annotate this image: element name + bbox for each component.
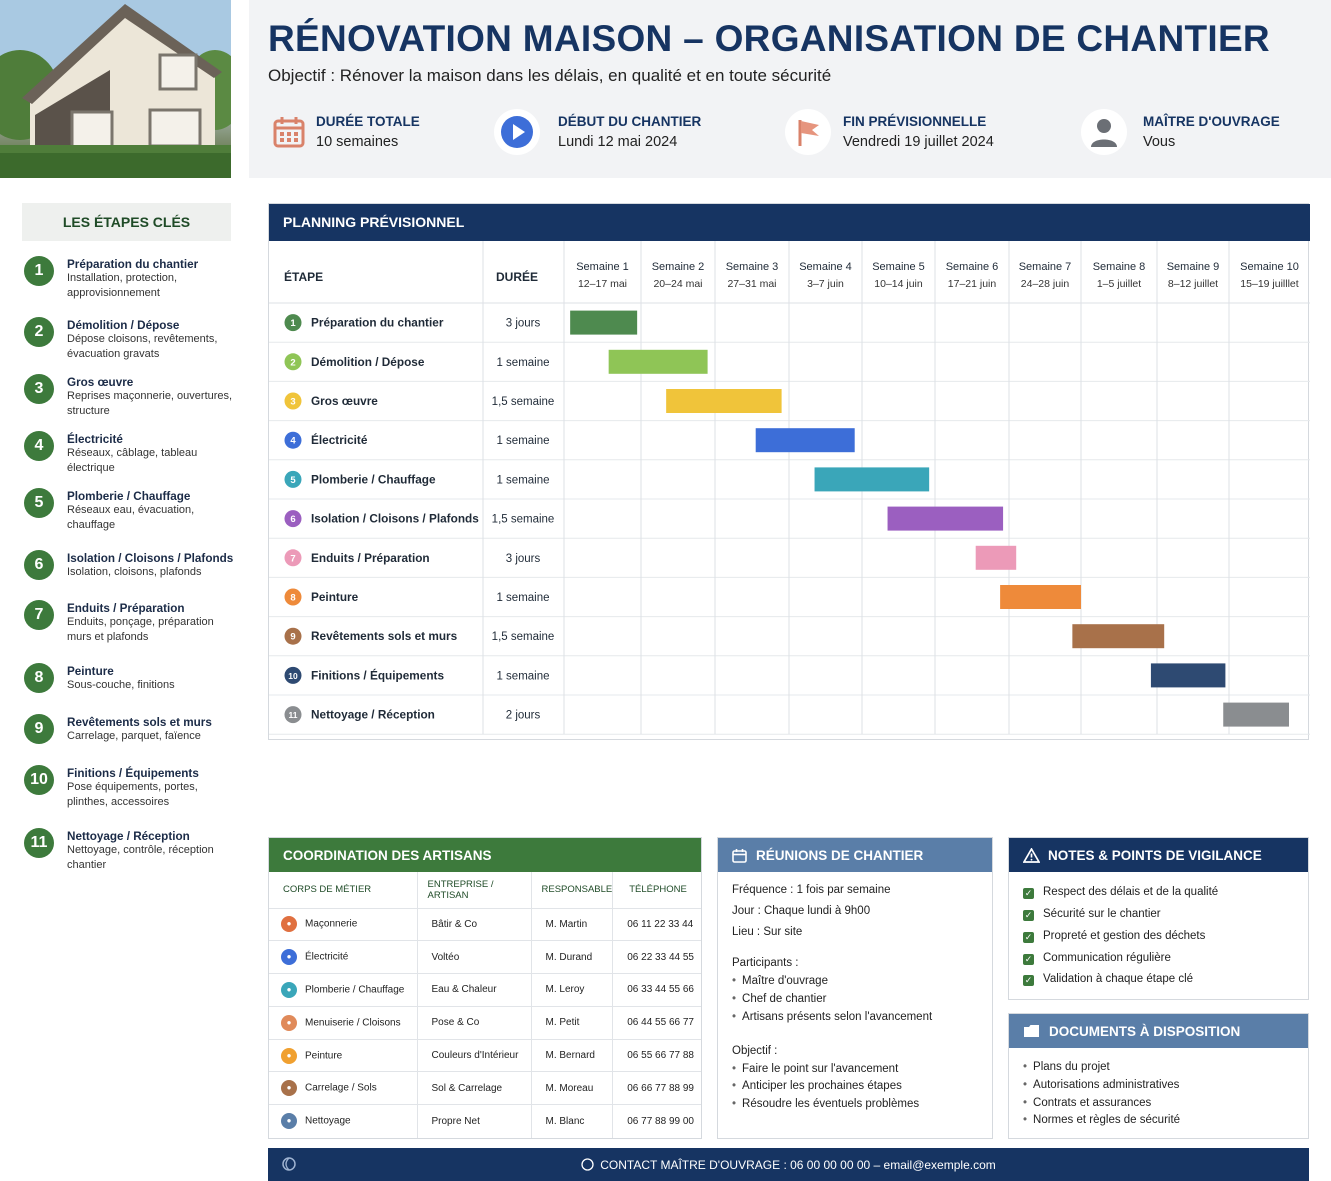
trade-icon: ● [281, 1048, 297, 1064]
folder-icon [1023, 1024, 1040, 1038]
key-step-item [24, 602, 236, 645]
step-title: Plomberie / Chauffage [67, 490, 191, 503]
table-row [269, 974, 701, 1007]
meeting-frequency: Fréquence : 1 fois par semaine [732, 884, 891, 896]
task-number: 3 [290, 396, 296, 408]
key-step-item [24, 490, 236, 533]
list-item: • Artisans présents selon l'avancement [732, 1009, 978, 1027]
note-item: ✓ Validation à chaque étape clé [1024, 973, 1194, 986]
info-start-date [494, 106, 701, 158]
step-title: Isolation / Cloisons / Plafonds [67, 552, 234, 565]
manager-cell: M. Durand [531, 941, 613, 974]
planning-panel [268, 203, 1309, 740]
week-dates: 17–21 juin [947, 278, 997, 290]
objective-label: Objectif : [732, 1044, 778, 1057]
table-row [269, 1072, 701, 1105]
week-header: Semaine 8 [1092, 261, 1146, 273]
task-name: Préparation du chantier [311, 315, 444, 330]
trade-cell: ● Électricité [269, 941, 417, 974]
task-number: 6 [290, 514, 296, 526]
manager-cell: M. Leroy [531, 974, 613, 1007]
documents-card [1008, 1013, 1309, 1139]
list-item: • Normes et règles de sécurité [1023, 1112, 1294, 1130]
step-title: Gros œuvre [67, 376, 134, 389]
phone-cell: 06 33 44 55 66 [613, 974, 701, 1007]
week-dates: 24–28 juin [1020, 278, 1070, 290]
company-cell: Voltéo [417, 941, 531, 974]
documents-title: DOCUMENTS À DISPOSITION [1049, 1023, 1241, 1039]
info-label: DÉBUT DU CHANTIER [558, 114, 702, 129]
task-number: 9 [290, 631, 296, 643]
notes-card [1008, 837, 1309, 1000]
phone-cell: 06 44 55 66 77 [613, 1006, 701, 1039]
task-duration: 2 jours [505, 709, 541, 722]
week-header: Semaine 4 [799, 261, 852, 273]
task-duration: 1,5 semaine [491, 513, 555, 526]
step-description: Isolation, cloisons, plafonds [67, 566, 202, 578]
step-description: Sous-couche, finitions [67, 679, 175, 691]
task-name: Électricité [311, 433, 368, 448]
key-step-item [24, 319, 236, 362]
house-photo [0, 0, 231, 178]
flag-icon [785, 109, 831, 155]
notes-title: NOTES & POINTS DE VIGILANCE [1048, 847, 1262, 863]
check-icon: ✓ [1024, 953, 1033, 964]
table-row [269, 908, 701, 941]
step-title: Finitions / Équipements [67, 767, 199, 780]
column-header: TÉLÉPHONE [629, 884, 687, 896]
step-title: Préparation du chantier [67, 258, 199, 271]
meetings-header [718, 838, 992, 872]
step-description: Pose équipements, portes, plinthes, accessoires [67, 781, 198, 808]
trade-icon: ● [281, 949, 297, 965]
gantt-bar [1000, 585, 1081, 609]
gantt-bar [815, 467, 930, 491]
trade-icon: ● [281, 1015, 297, 1031]
info-value: Vous [1143, 134, 1176, 150]
manager-cell: M. Petit [531, 1006, 613, 1039]
phone-cell: 06 11 22 33 44 [613, 908, 701, 941]
week-dates: 3–7 juin [807, 278, 844, 290]
week-header: Semaine 9 [1166, 261, 1220, 273]
week-dates: 12–17 mai [577, 278, 628, 290]
task-duration: 1 semaine [496, 670, 550, 683]
step-number-badge: 8 [24, 663, 54, 693]
trade-cell: ● Plomberie / Chauffage [269, 974, 417, 1007]
key-steps-title: LES ÉTAPES CLÉS [22, 203, 231, 241]
note-item: ✓ Sécurité sur le chantier [1024, 907, 1161, 920]
gantt-bar [1223, 703, 1289, 727]
trade-cell: ● Menuiserie / Cloisons [269, 1006, 417, 1039]
step-number-badge: 3 [24, 374, 54, 404]
calendar-icon [732, 848, 747, 863]
trade-icon: ● [281, 982, 297, 998]
company-cell: Propre Net [417, 1105, 531, 1138]
manager-cell: M. Moreau [531, 1072, 613, 1105]
gantt-bar [976, 546, 1017, 570]
column-header: ENTREPRISE / ARTISAN [417, 872, 531, 908]
task-duration: 3 jours [505, 552, 541, 565]
check-icon: ✓ [1024, 931, 1033, 942]
page-subtitle: Objectif : Rénover la maison dans les délais, en qualité et en toute sécurité [268, 66, 832, 85]
gantt-chart [269, 241, 1310, 740]
trade-icon: ● [281, 916, 297, 932]
step-number-badge: 1 [24, 256, 54, 286]
trade-icon: ● [281, 1113, 297, 1129]
task-duration: 1 semaine [496, 474, 550, 487]
gantt-bar [756, 428, 855, 452]
company-cell: Pose & Co [417, 1006, 531, 1039]
key-step-item [24, 376, 236, 419]
key-step-item [24, 767, 236, 810]
info-value: 10 semaines [316, 134, 399, 150]
task-name: Démolition / Dépose [311, 354, 425, 369]
list-item: • Plans du projet [1023, 1059, 1294, 1077]
step-description: Carrelage, parquet, faïence [67, 730, 201, 742]
list-item: • Anticiper les prochaines étapes [732, 1078, 978, 1096]
artisans-table [269, 872, 701, 1138]
participants-label: Participants : [732, 957, 799, 970]
notes-header [1009, 838, 1308, 872]
check-icon: ✓ [1024, 888, 1033, 898]
step-number-badge: 5 [24, 488, 54, 518]
key-step-item [24, 258, 236, 301]
gantt-bar [609, 350, 708, 374]
contact-text: CONTACT MAÎTRE D'OUVRAGE : 06 00 00 00 00 – email@exemple.com [600, 1157, 996, 1172]
task-name: Plomberie / Chauffage [311, 472, 436, 487]
note-item: ✓ Communication régulière [1024, 951, 1171, 964]
planning-title: PLANNING PRÉVISIONNEL [269, 204, 1310, 241]
gantt-bar [666, 389, 781, 413]
task-number: 5 [290, 474, 296, 486]
task-duration: 1,5 semaine [491, 631, 555, 644]
task-name: Finitions / Équipements [311, 668, 445, 683]
note-item: ✓ Respect des délais et de la qualité [1024, 886, 1219, 898]
info-owner [1081, 106, 1280, 158]
table-row [269, 1006, 701, 1039]
step-description: Installation, protection, approvisionnement [67, 272, 178, 299]
gantt-bar [570, 311, 637, 335]
company-cell: Eau & Chaleur [417, 974, 531, 1007]
company-cell: Sol & Carrelage [417, 1072, 531, 1105]
step-number-badge: 4 [24, 431, 54, 461]
trade-cell: ● Peinture [269, 1039, 417, 1072]
step-description: Reprises maçonnerie, ouvertures, structure [67, 390, 233, 417]
manager-cell: M. Martin [531, 908, 613, 941]
documents-header [1009, 1014, 1308, 1048]
list-item: • Résoudre les éventuels problèmes [732, 1096, 978, 1114]
task-name: Gros œuvre [311, 394, 378, 408]
objectives-list [732, 1061, 978, 1114]
task-duration: 3 jours [505, 317, 541, 330]
key-step-item [24, 665, 236, 693]
task-duration: 1 semaine [496, 592, 550, 604]
column-header-duration: DURÉE [496, 270, 539, 284]
step-title: Nettoyage / Réception [67, 830, 190, 843]
list-item: • Chef de chantier [732, 991, 978, 1009]
step-number-badge: 6 [24, 550, 54, 580]
task-name: Revêtements sols et murs [311, 629, 458, 644]
task-number: 1 [290, 318, 296, 330]
meeting-place: Lieu : Sur site [732, 925, 803, 938]
check-icon: ✓ [1024, 975, 1033, 986]
task-number: 11 [288, 710, 298, 721]
key-step-item [24, 830, 236, 873]
table-row [269, 1105, 701, 1138]
step-title: Enduits / Préparation [67, 602, 185, 615]
column-header: RESPONSABLE [531, 872, 613, 908]
week-dates: 15–19 juilllet [1240, 278, 1299, 290]
column-header: CORPS DE MÉTIER [269, 872, 417, 908]
step-description: Enduits, ponçage, préparation murs et plafonds [67, 616, 214, 643]
meetings-title: RÉUNIONS DE CHANTIER [756, 847, 924, 863]
task-name: Peinture [311, 590, 359, 604]
info-end-date [785, 106, 994, 158]
key-step-item [24, 716, 236, 744]
contact-icon [581, 1158, 594, 1171]
info-label: DURÉE TOTALE [316, 114, 420, 129]
task-duration: 1 semaine [496, 356, 550, 369]
step-title: Électricité [67, 433, 123, 446]
info-total-duration [268, 106, 420, 158]
step-description: Réseaux eau, évacuation, chauffage [67, 504, 195, 531]
week-header: Semaine 2 [651, 261, 705, 273]
week-header: Semaine 6 [945, 261, 999, 273]
table-row [269, 941, 701, 974]
week-header: Semaine 3 [725, 261, 779, 273]
page-title: RÉNOVATION MAISON – ORGANISATION DE CHANTIER [268, 18, 1270, 59]
table-row [269, 1039, 701, 1072]
week-dates: 8–12 juillet [1167, 278, 1219, 290]
meetings-card [717, 837, 993, 1139]
task-number: 7 [290, 553, 296, 565]
week-dates: 10–14 juin [874, 278, 923, 290]
globe-icon [282, 1157, 296, 1171]
company-cell: Bâtir & Co [417, 908, 531, 941]
task-name: Enduits / Préparation [311, 550, 430, 565]
key-step-item [24, 433, 236, 476]
list-item: • Contrats et assurances [1023, 1095, 1294, 1113]
step-description: Dépose cloisons, revêtements, évacuation gravats [67, 333, 218, 360]
list-item: • Maître d'ouvrage [732, 973, 978, 991]
step-description: Nettoyage, contrôle, réception chantier [67, 844, 214, 871]
info-label: MAÎTRE D'OUVRAGE [1143, 114, 1280, 129]
task-name: Nettoyage / Réception [311, 707, 435, 722]
artisans-title: COORDINATION DES ARTISANS [269, 838, 701, 872]
manager-cell: M. Bernard [531, 1039, 613, 1072]
task-duration: 1,5 semaine [491, 396, 555, 408]
step-title: Démolition / Dépose [67, 319, 180, 332]
week-header: Semaine 1 [576, 261, 629, 273]
week-header: Semaine 7 [1018, 261, 1072, 273]
participants-list [732, 973, 978, 1026]
play-icon [494, 109, 540, 155]
trade-cell: ● Nettoyage [269, 1105, 417, 1138]
key-step-item [24, 552, 236, 580]
step-number-badge: 7 [24, 600, 54, 630]
step-title: Revêtements sols et murs [67, 716, 212, 729]
week-header: Semaine 10 [1240, 261, 1299, 273]
gantt-bar [1151, 663, 1225, 687]
step-description: Réseaux, câblage, tableau électrique [67, 447, 198, 474]
trade-cell: ● Maçonnerie [269, 908, 417, 941]
info-value: Lundi 12 mai 2024 [558, 134, 678, 150]
week-dates: 1–5 juillet [1096, 278, 1142, 290]
note-item: ✓ Propreté et gestion des déchets [1024, 929, 1206, 942]
house-illustration [0, 0, 231, 178]
week-dates: 27–31 mai [727, 278, 777, 290]
meeting-day: Jour : Chaque lundi à 9h00 [732, 904, 871, 917]
list-item: • Autorisations administratives [1023, 1077, 1294, 1095]
trade-cell: ● Carrelage / Sols [269, 1072, 417, 1105]
task-duration: 1 semaine [496, 435, 550, 448]
step-number-badge: 9 [24, 714, 54, 744]
artisans-card [268, 837, 702, 1139]
phone-cell: 06 55 66 77 88 [613, 1039, 701, 1072]
documents-list [1023, 1059, 1294, 1130]
step-title: Peinture [67, 665, 114, 678]
phone-cell: 06 66 77 88 99 [613, 1072, 701, 1105]
check-icon: ✓ [1024, 909, 1033, 920]
week-header: Semaine 5 [872, 261, 925, 273]
footer-contact-bar [268, 1148, 1309, 1181]
trade-icon: ● [281, 1080, 297, 1096]
info-label: FIN PRÉVISIONNELLE [843, 114, 987, 129]
step-number-badge: 2 [24, 317, 54, 347]
calendar-icon [268, 109, 310, 155]
company-cell: Couleurs d'Intérieur [417, 1039, 531, 1072]
task-number: 4 [290, 435, 296, 447]
user-icon [1081, 109, 1127, 155]
info-value: Vendredi 19 juillet 2024 [843, 134, 994, 150]
column-header-step: ÉTAPE [284, 270, 324, 284]
task-number: 8 [290, 592, 296, 604]
manager-cell: M. Blanc [531, 1105, 613, 1138]
phone-cell: 06 22 33 44 55 [613, 941, 701, 974]
step-number-badge: 11 [24, 828, 54, 858]
list-item: • Faire le point sur l'avancement [732, 1061, 978, 1079]
gantt-bar [1072, 624, 1164, 648]
task-number: 2 [290, 357, 296, 369]
task-number: 10 [288, 670, 298, 681]
step-number-badge: 10 [24, 765, 54, 795]
gantt-bar [888, 507, 1004, 531]
week-dates: 20–24 mai [653, 278, 703, 290]
warning-icon [1023, 848, 1040, 863]
task-name: Isolation / Cloisons / Plafonds [311, 511, 479, 526]
phone-cell: 06 77 88 99 00 [613, 1105, 701, 1138]
